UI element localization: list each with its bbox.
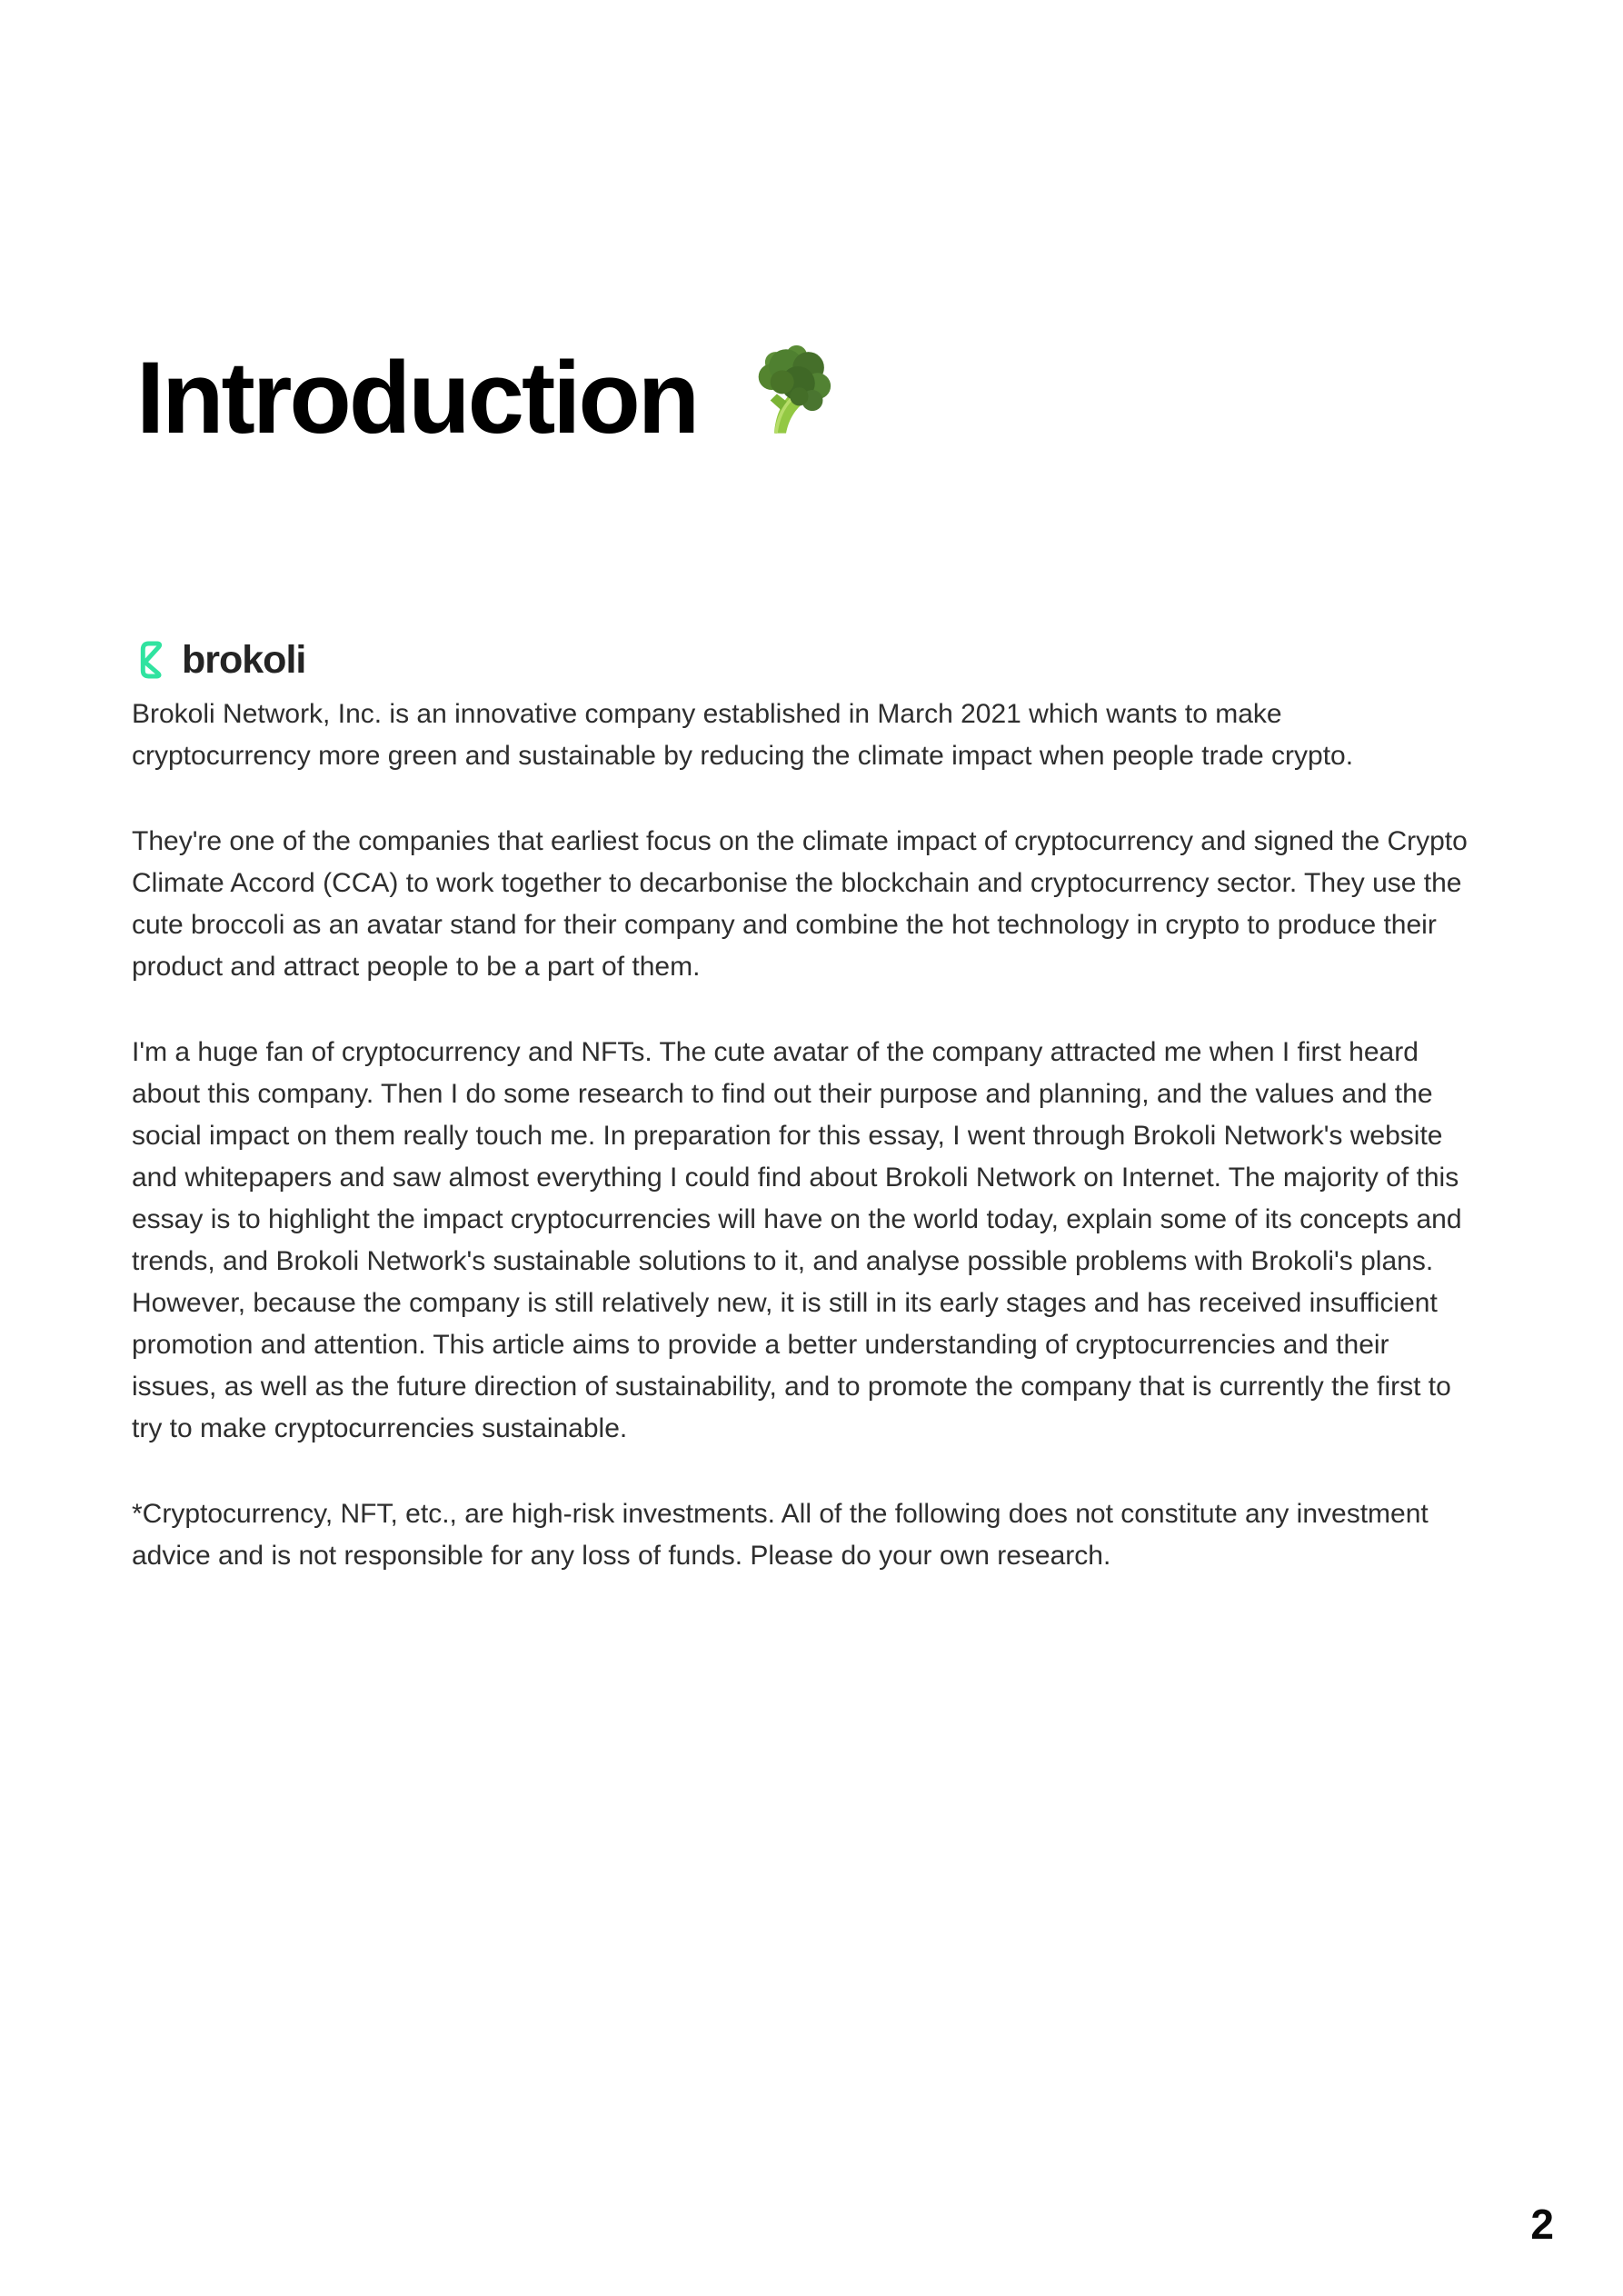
brokoli-logo-text: brokoli <box>182 638 306 682</box>
paragraph-intro-company: Brokoli Network, Inc. is an innovative company established in March 2021 which wants to make cryptocurrency more green and sustainable by reducing the climate impact when people trade crypto. <box>132 699 1354 771</box>
page-number: 2 <box>1530 2201 1554 2248</box>
page-title-text: Introduction <box>136 341 698 454</box>
paragraph-disclaimer: *Cryptocurrency, NFT, etc., are high-risk investments. All of the following does not constitute any investment advice and is not responsible for any loss of funds. Please do your own research. <box>132 1499 1429 1571</box>
brokoli-logo-icon <box>137 639 170 685</box>
paragraph-essay-purpose: I'm a huge fan of cryptocurrency and NFTs. The cute avatar of the company attracted me when I first heard about this company. Then I do some research to find out their purpose and planning, and the values and the social impact on them really touch me. In preparation for this essay, I went through Brokoli Network's website and whitepapers and saw almost everything I could find about Brokoli Network on Internet. The majority of this essay is to highlight the impact cryptocurrencies will have on the world today, explain some of its concepts and trends, and Brokoli Network's sustainable solutions to it, and analyse possible problems with Brokoli's plans. However, because the company is still relatively new, it is still in its early stages and has received insufficient promotion and attention. This article aims to provide a better understanding of cryptocurrencies and their issues, as well as the future direction of sustainability, and to promote the company that is currently the first to try to make cryptocurrencies sustainable. <box>132 1037 1462 1443</box>
broccoli-emoji <box>739 343 833 454</box>
paragraph-climate-accord: They're one of the companies that earliest focus on the climate impact of cryptocurrency and signed the Crypto Climate Accord (CCA) to work together to decarbonise the blockchain and cryptocurrency sector. They use the cute broccoli as an avatar stand for their company and combine the hot technology in crypto to produce their product and attract people to be a part of them. <box>132 826 1468 982</box>
article-body <box>132 694 1468 1621</box>
brokoli-logo <box>137 639 305 685</box>
page-title <box>136 343 833 454</box>
